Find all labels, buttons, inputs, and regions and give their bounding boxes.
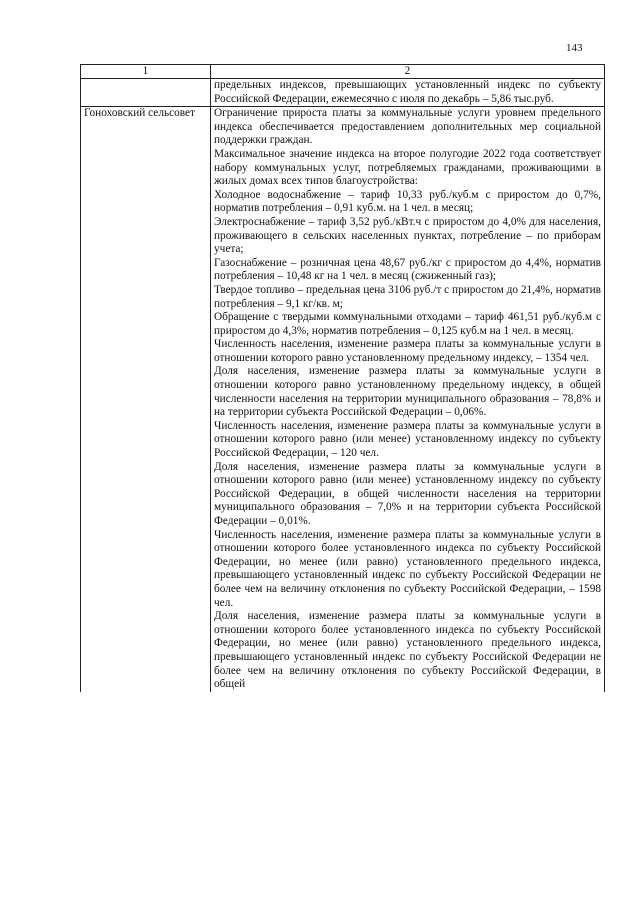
paragraph: Обращение с твердыми коммунальными отходами – тариф 461,51 руб./куб.м с приростом до 4,3%, норматив потребления – 0,125 куб.м на 1 чел. в месяц.	[214, 311, 601, 337]
paragraph: Максимальное значение индекса на второе полугодие 2022 года соответствует набору коммунальных услуг, потребляемых гражданами, проживающими в жилых домах всех типов благоустройства:	[214, 147, 601, 188]
paragraph: Численность населения, изменение размера платы за коммунальные услуги в отношении которого равно установленному предельному индексу, – 1354 чел.	[214, 338, 601, 364]
page-number: 143	[566, 42, 583, 54]
paragraph: Численность населения, изменение размера платы за коммунальные услуги в отношении которого более установленного индекса по субъекту Российской Федерации, но менее (или равно) установленного предельного индекса, превышающего установленный индекс по субъекту Российской Федерации не более чем на величину отклонения по субъекту Российской Федерации, – 1598 чел.	[214, 528, 601, 609]
empty-cell	[81, 79, 211, 107]
paragraph: Ограничение прироста платы за коммунальные услуги уровнем предельного индекса обеспечивается предоставлением дополнительных мер социальной поддержки граждан.	[214, 107, 601, 147]
paragraph: Электроснабжение – тариф 3,52 руб./кВт.ч с приростом до 4,0% для населения, проживающего в сельских населенных пунктах, потребление – по приборам учета;	[214, 215, 601, 256]
paragraph: Численность населения, изменение размера платы за коммунальные услуги в отношении которого равно (или менее) установленному индексу по субъекту Российской Федерации, – 120 чел.	[214, 419, 601, 460]
paragraph: Доля населения, изменение размера платы за коммунальные услуги в отношении которого равно установленному предельному индексу, в общей численности населения на территории муниципального образования – 78,8% и на территории субъекта Российской Федерации – 0,06%.	[214, 365, 601, 419]
data-table	[80, 64, 605, 692]
paragraph: Доля населения, изменение размера платы за коммунальные услуги в отношении которого более установленного индекса по субъекту Российской Федерации, но менее (или равно) установленного предельного индекса, превышающего установленный индекс по субъекту Российской Федерации не более чем на величину отклонения по субъекту Российской Федерации, в общей	[214, 610, 601, 691]
column-header-2: 2	[211, 65, 605, 79]
paragraph: Газоснабжение – розничная цена 48,67 руб./кг с приростом до 4,4%, норматив потребления – 10,48 кг на 1 чел. в месяц (сжиженный газ);	[214, 256, 601, 283]
paragraph: Холодное водоснабжение – тариф 10,33 руб./куб.м с приростом до 0,7%, норматив потребления – 0,91 куб.м. на 1 чел. в месяц;	[214, 188, 601, 215]
continuation-text: предельных индексов, превышающих установленный индекс по субъекту Российской Федерации, ежемесячно с июля по декабрь – 5,86 тыс.руб.	[211, 79, 605, 107]
table-row-continuation	[81, 79, 605, 107]
district-description	[211, 107, 605, 692]
district-name: Гоноховский сельсовет	[81, 107, 211, 692]
paragraph: Доля населения, изменение размера платы за коммунальные услуги в отношении которого равно (или менее) установленному индексу по субъекту Российской Федерации, в общей численности населения на территории муниципального образования – 7,0% и на территории субъекта Российской Федерации – 0,01%.	[214, 460, 601, 527]
column-header-1: 1	[81, 65, 211, 79]
table-row-gonokhovsky	[81, 107, 605, 692]
table-header-row	[81, 65, 605, 79]
paragraph: Твердое топливо – предельная цена 3106 руб./т с приростом до 21,4%, норматив потребления – 9,1 кг/кв. м;	[214, 283, 601, 310]
